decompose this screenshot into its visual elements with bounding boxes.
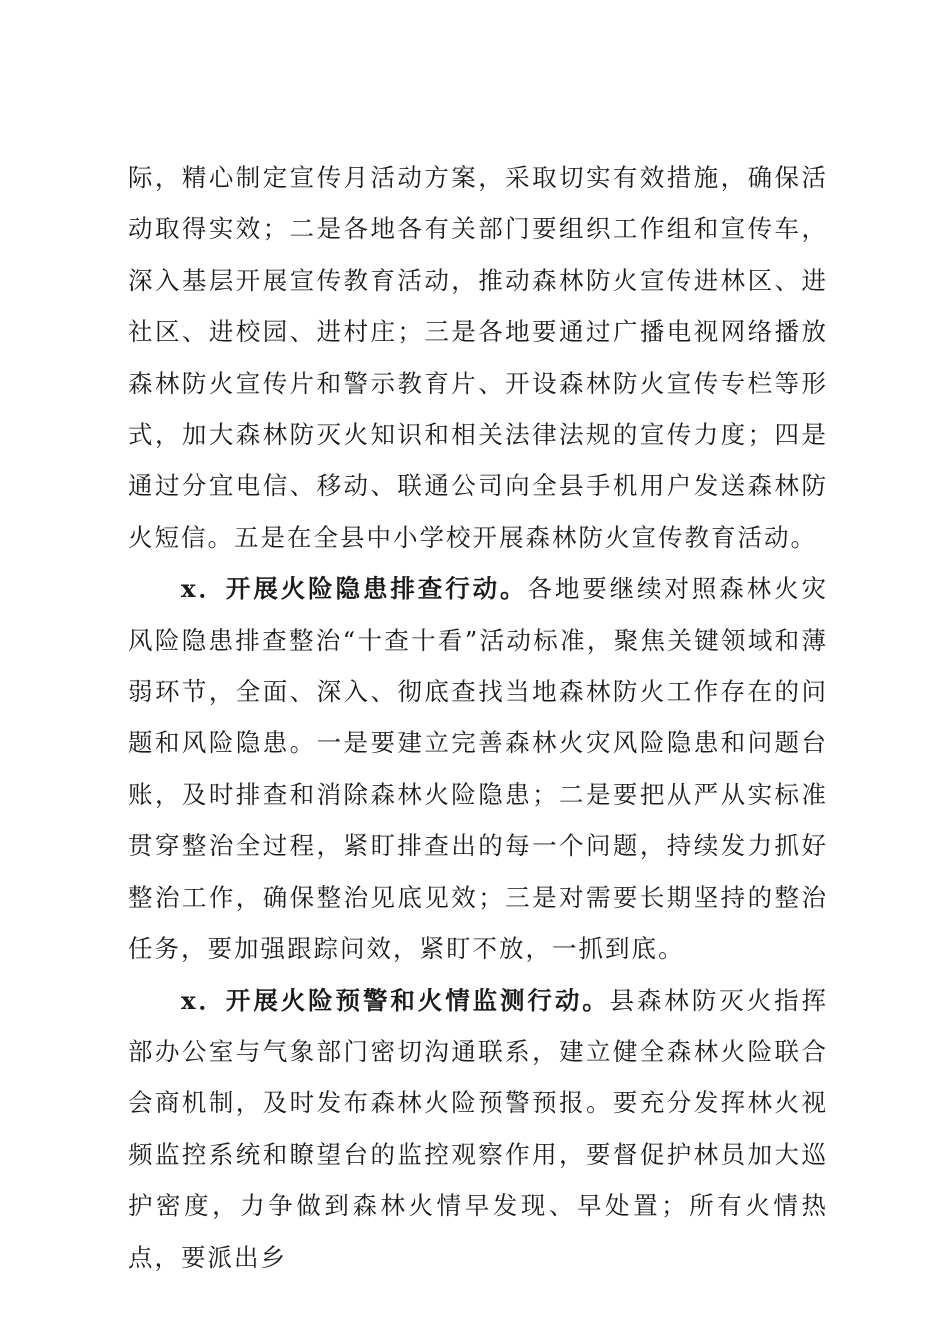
paragraph-2-text: 各地要继续对照森林火灾风险隐患排查整治“十查十看”活动标准，聚焦关键领域和薄弱环节，全面、深入、彻底查找当地森林防火工作存在的问题和风险隐患。一是要建立完善森林火灾风险隐患和问题台账，及时排查和消除森林火险隐患；二是要把从严从实标准贯穿整治全过程，紧盯排查出的每一个问题，持续发力抓好整治工作，确保整治见底见效；三是对需要长期坚持的整治任务，要加强跟踪问效，紧盯不放，一抓到底。 [128, 574, 829, 964]
document-body [128, 152, 828, 1283]
paragraph-2 [128, 563, 828, 974]
paragraph-3 [128, 975, 828, 1283]
paragraph-1-text: 际，精心制定宣传月活动方案，采取切实有效措施，确保活动取得实效；二是各地各有关部门要组织工作组和宣传车，深入基层开展宣传教育活动，推动森林防火宣传进林区、进社区、进校园、进村庄；三是各地要通过广播电视网络播放森林防火宣传片和警示教育片、开设森林防火宣传专栏等形式，加大森林防灭火知识和相关法律法规的宣传力度；四是通过分宜电信、移动、联通公司向全县手机用户发送森林防火短信。五是在全县中小学校开展森林防火宣传教育活动。 [128, 163, 828, 552]
paragraph-3-text: 县森林防灭火指挥部办公室与气象部门密切沟通联系，建立健全森林火险联合会商机制，及时发布森林火险预警预报。要充分发挥林火视频监控系统和瞭望台的监控观察作用，要督促护林员加大巡护密度，力争做到森林火情早发现、早处置；所有火情热点，要派出乡 [128, 985, 828, 1272]
paragraph-3-heading: x．开展火险预警和火情监测行动。 [181, 985, 610, 1015]
paragraph-1 [128, 152, 828, 563]
paragraph-2-heading: x．开展火险隐患排查行动。 [181, 574, 528, 604]
